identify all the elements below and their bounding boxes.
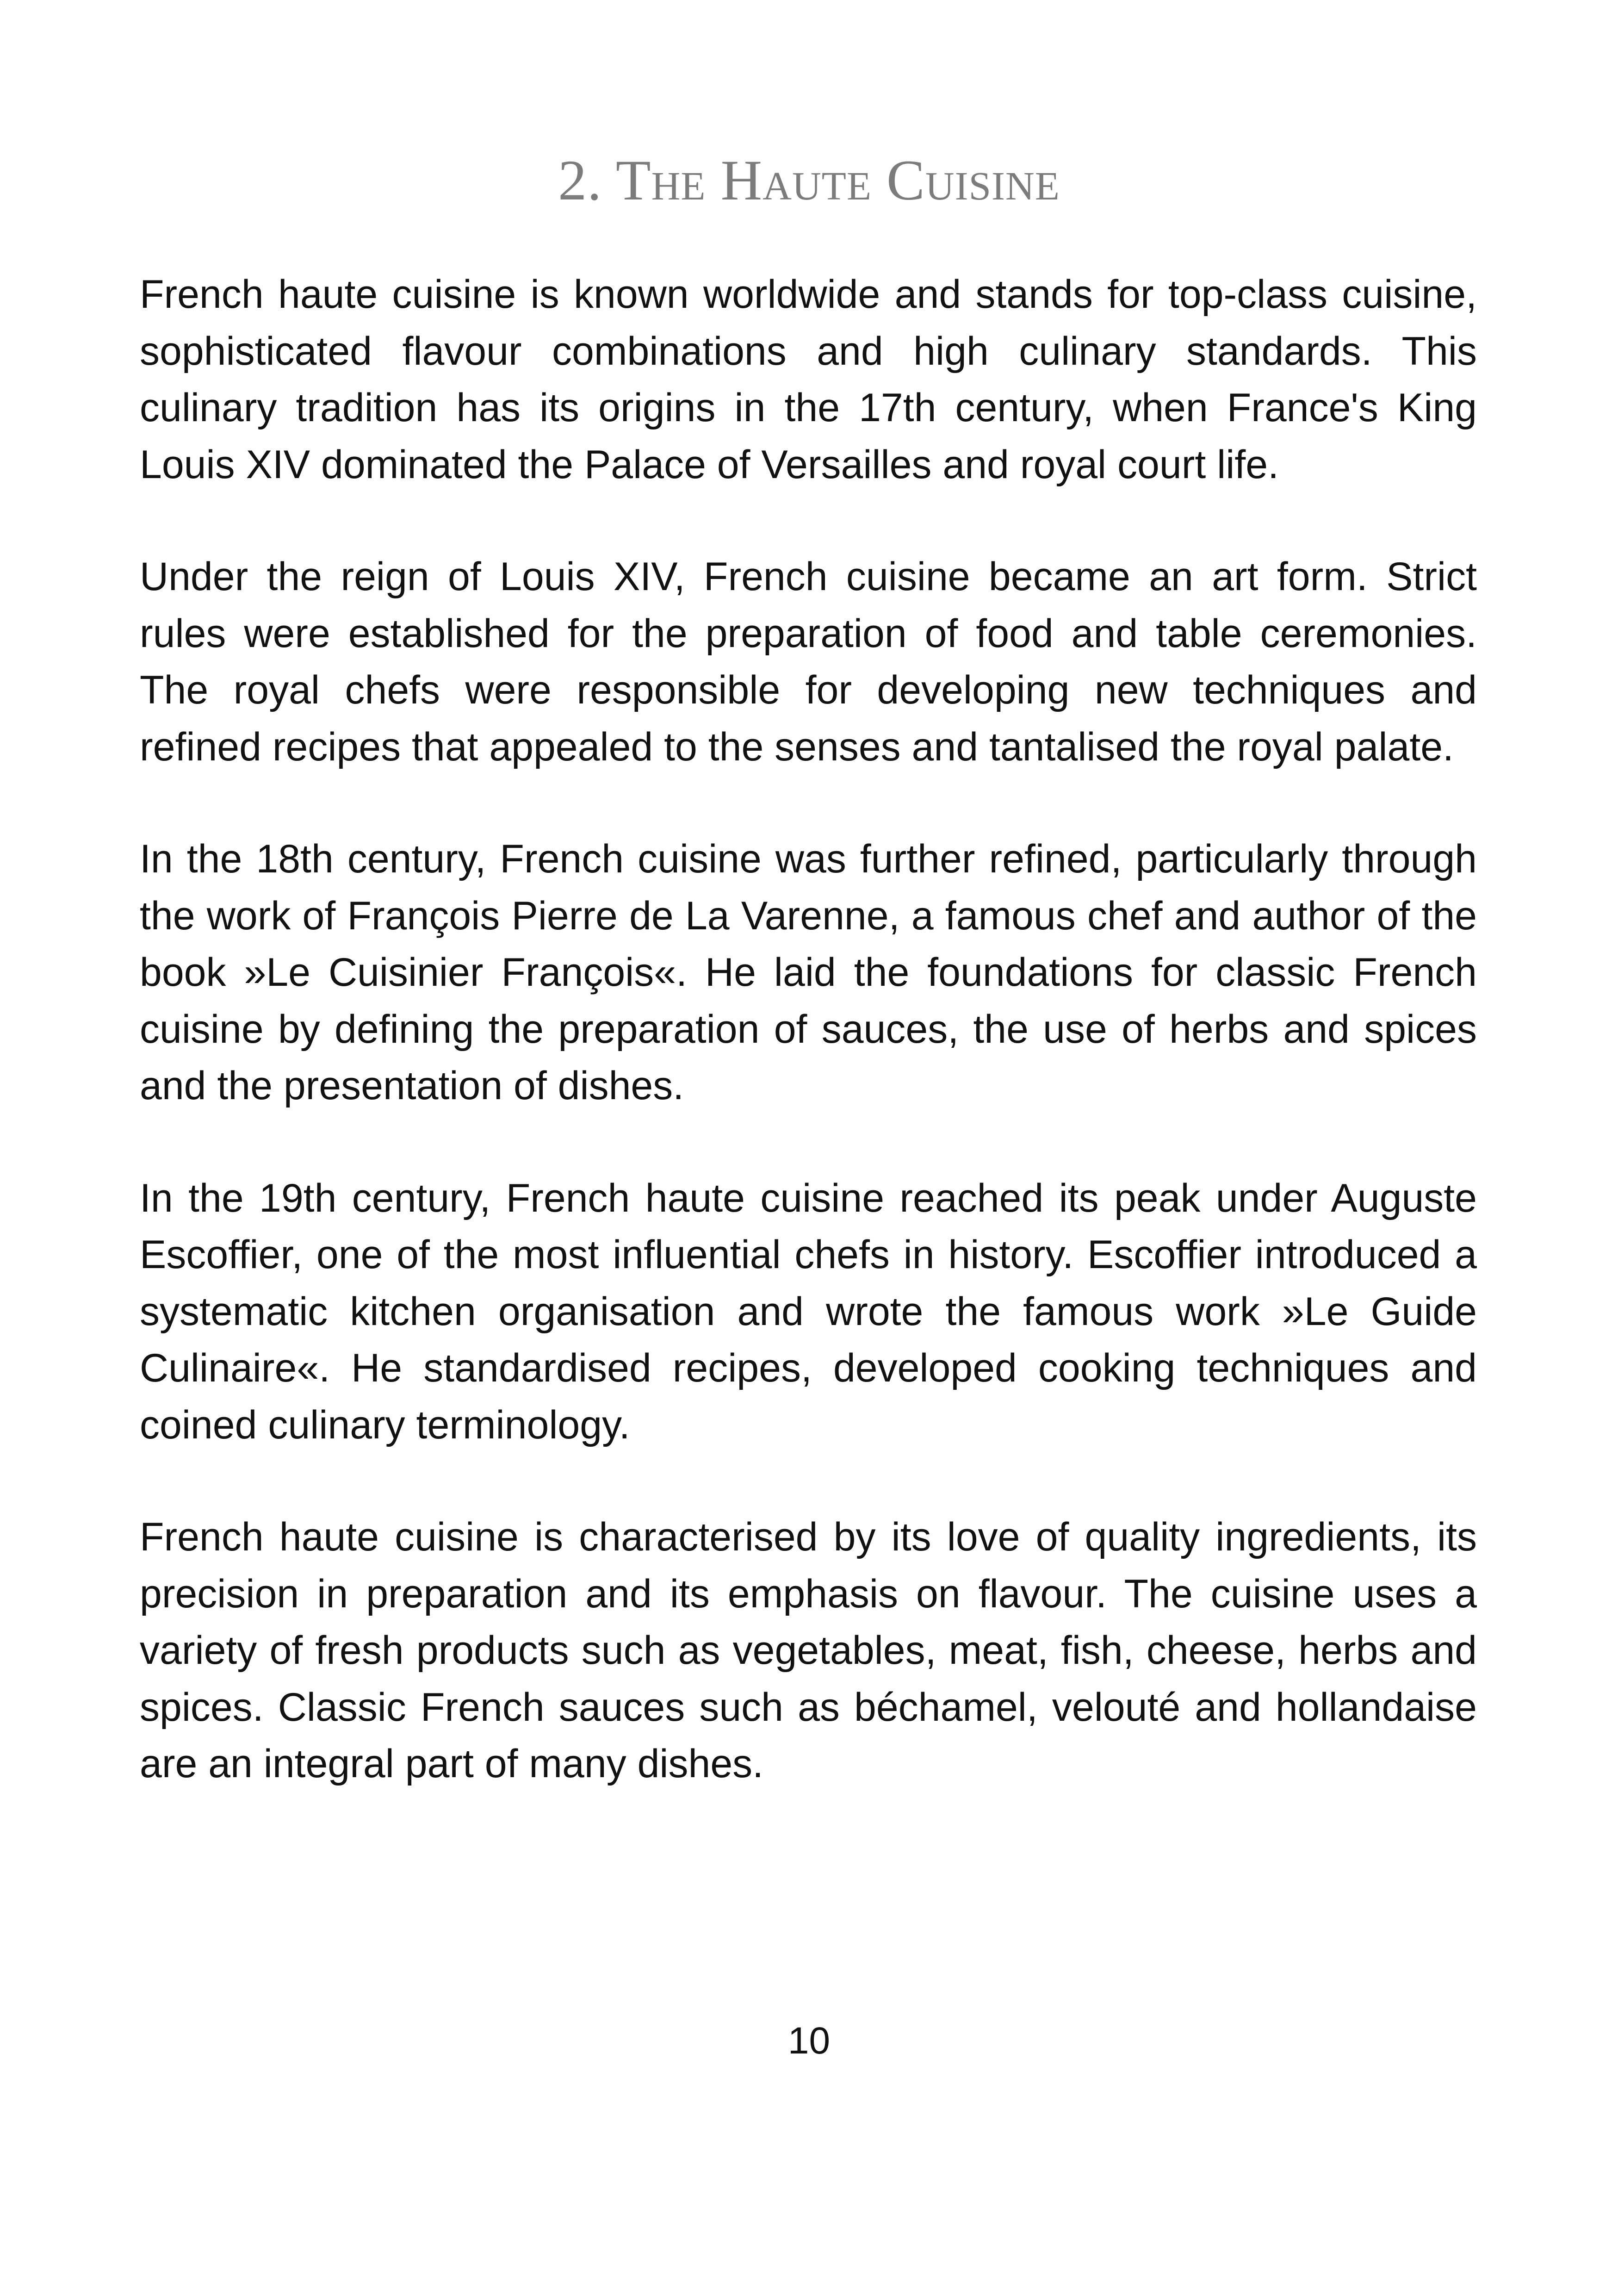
chapter-title — [0, 139, 1618, 222]
paragraph-1: French haute cuisine is known worldwide and stands for top-class cuisine, sophisticated flavour combinations and high culinary standards. This culinary tradition has its origins in the 17th century, when France's King Louis XIV dominated the Palace of Versailles and royal court life. — [140, 272, 1477, 487]
paragraph-5: French haute cuisine is characterised by its love of quality ingredients, its precision in preparation and its emphasis on flavour. The cuisine uses a variety of fresh products such as vegetables, meat, fish, cheese, herbs and spices. Classic French sauces such as béchamel, velouté and hollandaise are an integral part of many dishes. — [140, 1515, 1477, 1786]
chapter-body — [140, 266, 1477, 1848]
page-number: 10 — [787, 2020, 831, 2062]
chapter-title-text: 2. The Haute Cuisine — [558, 149, 1060, 212]
paragraph-3: In the 18th century, French cuisine was further refined, particularly through the work of François Pierre de La Varenne, a famous chef and author of the book »Le Cuisinier François«. He laid the foundations for classic French cuisine by defining the preparation of sauces, the use of herbs and spices and the presentation of dishes. — [140, 837, 1477, 1108]
paragraph-2: Under the reign of Louis XIV, French cuisine became an art form. Strict rules were established for the preparation of food and table ceremonies. The royal chefs were responsible for developing new techniques and refined recipes that appealed to the senses and tantalised the royal palate. — [140, 554, 1477, 769]
paragraph-4: In the 19th century, French haute cuisine reached its peak under Auguste Escoffier, one of the most influential chefs in history. Escoffier introduced a systematic kitchen organisation and wrote the famous work »Le Guide Culinaire«. He standardised recipes, developed cooking techniques and coined culinary terminology. — [140, 1176, 1477, 1447]
